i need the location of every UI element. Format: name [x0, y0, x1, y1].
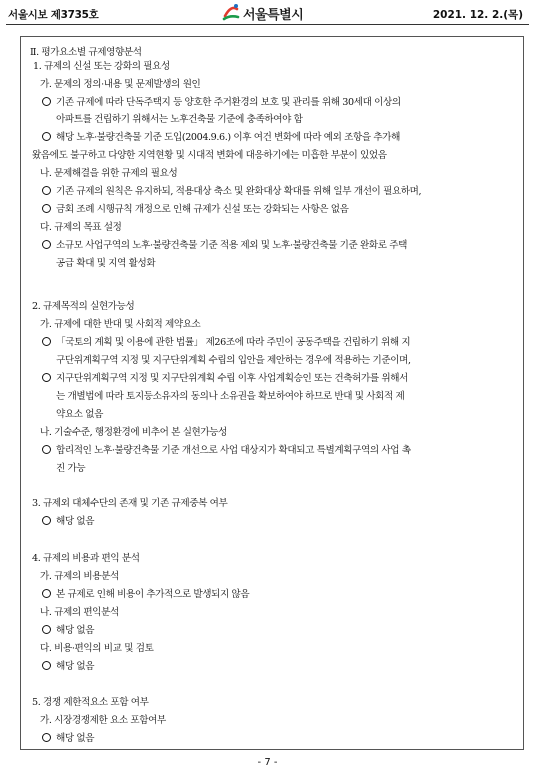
text-line [30, 44, 142, 58]
bullet-item [42, 586, 249, 600]
circle-bullet-icon [42, 733, 51, 742]
line-text: 나. 기술수준, 행정환경에 비추어 본 실현가능성 [40, 427, 228, 438]
line-text: 해당 없음 [56, 661, 95, 672]
circle-bullet-icon [42, 204, 51, 213]
gazette-issue: 서울시보 제3735호 [8, 9, 99, 21]
bullet-item [42, 94, 401, 108]
line-text: 1. 규제의 신설 또는 강화의 필요성 [33, 61, 170, 72]
line-text: 아파트를 건립하기 위해서는 노후건축물 기준에 충족하여야 함 [56, 114, 303, 125]
bullet-item [42, 201, 349, 215]
text-line [32, 694, 149, 708]
line-text: 해당 없음 [56, 516, 95, 527]
line-text: 5. 경쟁 제한적요소 포함 여부 [32, 697, 149, 708]
bullet-item [42, 129, 400, 143]
line-text: 진 가능 [56, 463, 86, 474]
line-text: 해당 없음 [56, 733, 95, 744]
text-line [40, 76, 200, 90]
text-line [33, 58, 170, 72]
text-line [40, 604, 119, 618]
circle-bullet-icon [42, 337, 51, 346]
line-text: 구단위계획구역 지정 및 지구단위계획 수립의 입안을 제안하는 경우에 적용하는 기준이며, [56, 355, 411, 366]
circle-bullet-icon [42, 240, 51, 249]
text-line [56, 388, 404, 402]
bullet-item [42, 237, 407, 251]
line-text: 소규모 사업구역의 노후·불량건축물 기준 적용 제외 및 노후·불량건축물 기준 완화로 주택 [56, 240, 408, 251]
text-line [56, 460, 85, 474]
line-text: 나. 규제의 편익분석 [40, 607, 119, 618]
circle-bullet-icon [42, 625, 51, 634]
text-line [32, 495, 227, 509]
line-text: 해당 노후·불량건축물 기준 도입(2004.9.6.) 이후 여건 변화에 따라 예외 조항을 추가해 [56, 132, 401, 143]
page-header [0, 0, 535, 26]
line-text: 「국토의 계획 및 이용에 관한 법률」 제26조에 따라 주민이 공동주택을 건립하기 위해 지 [56, 337, 411, 348]
text-line [40, 219, 122, 233]
bullet-item [42, 334, 410, 348]
city-name: 서울특별시 [243, 7, 304, 23]
line-text: 본 규제로 인해 비용이 추가적으로 발생되지 않음 [56, 589, 250, 600]
page-number: - 7 - [257, 757, 278, 768]
line-text: 기존 규제에 따라 단독주택지 등 양호한 주거환경의 보호 및 관리를 위해 30세대 이상의 [56, 97, 401, 108]
bullet-item [42, 730, 94, 744]
text-line [56, 255, 155, 269]
line-text: 기존 규제의 원칙은 유지하되, 적용대상 축소 및 완화대상 확대를 위해 일부 개선이 필요하며, [56, 186, 422, 197]
text-line [40, 165, 177, 179]
line-text: 합리적인 노후·불량건축물 기준 개선으로 사업 대상지가 확대되고 특별계획구역의 사업 촉 [56, 445, 411, 456]
line-text: 해당 없음 [56, 625, 95, 636]
issue-date: 2021. 12. 2.(목) [432, 9, 523, 21]
line-text: 금회 조례 시행규칙 개정으로 인해 규제가 신설 또는 강화되는 사항은 없음 [56, 204, 349, 215]
seoul-emblem-icon [222, 3, 240, 23]
text-line [56, 352, 411, 366]
seoul-logo [222, 2, 303, 24]
text-line [32, 550, 140, 564]
bullet-item [42, 370, 408, 384]
line-text: 는 개별법에 따라 토지등소유자의 동의나 소유권을 확보하여야 하므로 반대 및 사회적 제 [56, 391, 405, 402]
line-text: Ⅱ. 평가요소별 규제영향분석 [30, 47, 142, 58]
line-text: 다. 비용·편익의 비교 및 검토 [40, 643, 154, 654]
bullet-item [42, 658, 94, 672]
circle-bullet-icon [42, 516, 51, 525]
line-text: 가. 규제에 대한 반대 및 사회적 제약요소 [40, 319, 201, 330]
text-line [40, 568, 119, 582]
line-text: 3. 규제외 대체수단의 존재 및 기존 규제중복 여부 [32, 498, 228, 509]
line-text: 4. 규제의 비용과 편익 분석 [32, 553, 140, 564]
line-text: 약요소 없음 [56, 409, 103, 420]
line-text: 가. 규제의 비용분석 [40, 571, 119, 582]
text-line [40, 712, 166, 726]
line-text: 지구단위계획구역 지정 및 지구단위계획 수립 이후 사업계획승인 또는 건축허가를 위해서 [56, 373, 408, 384]
circle-bullet-icon [42, 445, 51, 454]
line-text: 왔음에도 불구하고 다양한 지역현황 및 시대적 변화에 대응하기에는 미흡한 부분이 있었음 [32, 150, 387, 161]
circle-bullet-icon [42, 373, 51, 382]
circle-bullet-icon [42, 186, 51, 195]
bullet-item [42, 622, 94, 636]
circle-bullet-icon [42, 589, 51, 598]
text-line [40, 640, 153, 654]
line-text: 가. 문제의 정의·내용 및 문제발생의 원인 [40, 79, 201, 90]
text-line [32, 147, 387, 161]
bullet-item [42, 442, 411, 456]
line-text: 공급 확대 및 지역 활성화 [56, 258, 156, 269]
line-text: 나. 문제해결을 위한 규제의 필요성 [40, 168, 178, 179]
text-line [56, 111, 302, 125]
line-text: 가. 시장경쟁제한 요소 포함여부 [40, 715, 166, 726]
text-line [40, 424, 227, 438]
header-divider [6, 24, 529, 25]
line-text: 다. 규제의 목표 설정 [40, 222, 122, 233]
text-line [40, 316, 200, 330]
text-line [32, 298, 134, 312]
text-line [56, 406, 103, 420]
circle-bullet-icon [42, 97, 51, 106]
bullet-item [42, 183, 421, 197]
bullet-item [42, 513, 94, 527]
circle-bullet-icon [42, 132, 51, 141]
circle-bullet-icon [42, 661, 51, 670]
line-text: 2. 규제목적의 실현가능성 [32, 301, 135, 312]
